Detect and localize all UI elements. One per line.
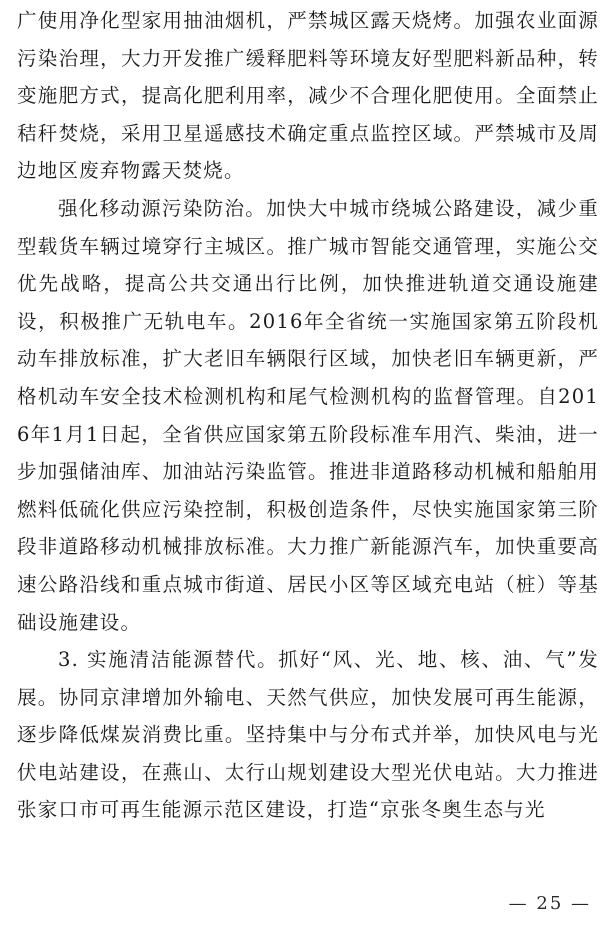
- paragraph-clean-energy: 3. 实施清洁能源替代。抓好“风、光、地、核、油、气”发展。协同京津增加外输电、天然气供应，加快发展可再生能源，逐步降低煤炭消费比重。坚持集中与分布式并举，加快风电与光伏电站建设，在燕山、太行山规划建设大型光伏电站。大力推进张家口市可再生能源示范区建设，打造“京张冬奥生态与光: [17, 648, 599, 822]
- body-text: [17, 2, 599, 829]
- paragraph-mobile-source-pollution: 强化移动源污染防治。加快大中城市绕城公路建设，减少重型载货车辆过境穿行主城区。推广城市智能交通管理，实施公交优先战略，提高公共交通出行比例，加快推进轨道交通设施建设，积极推广无轨电车。2016年全省统一实施国家第五阶段机动车排放标准，扩大老旧车辆限行区域，加快老旧车辆更新，严格机动车安全技术检测机构和尾气检测机构的监督管理。自2016年1月1日起，全省供应国家第五阶段标准车用汽、柴油，进一步加强储油库、加油站污染监管。推进非道路移动机械和船舶用燃料低硫化供应污染控制，积极创造条件，尽快实施国家第三阶段非道路移动机械排放标准。大力推广新能源汽车，加快重要高速公路沿线和重点城市街道、居民小区等区域充电站（桩）等基础设施建设。: [17, 196, 599, 634]
- paragraph-continuation: 广使用净化型家用抽油烟机，严禁城区露天烧烤。加强农业面源污染治理，大力开发推广缓释肥料等环境友好型肥料新品种，转变施肥方式，提高化肥利用率，减少不合理化肥使用。全面禁止秸秆焚烧，采用卫星遥感技术确定重点监控区域。严禁城市及周边地区废弃物露天焚烧。: [17, 9, 599, 183]
- page-number: — 25 —: [508, 893, 591, 914]
